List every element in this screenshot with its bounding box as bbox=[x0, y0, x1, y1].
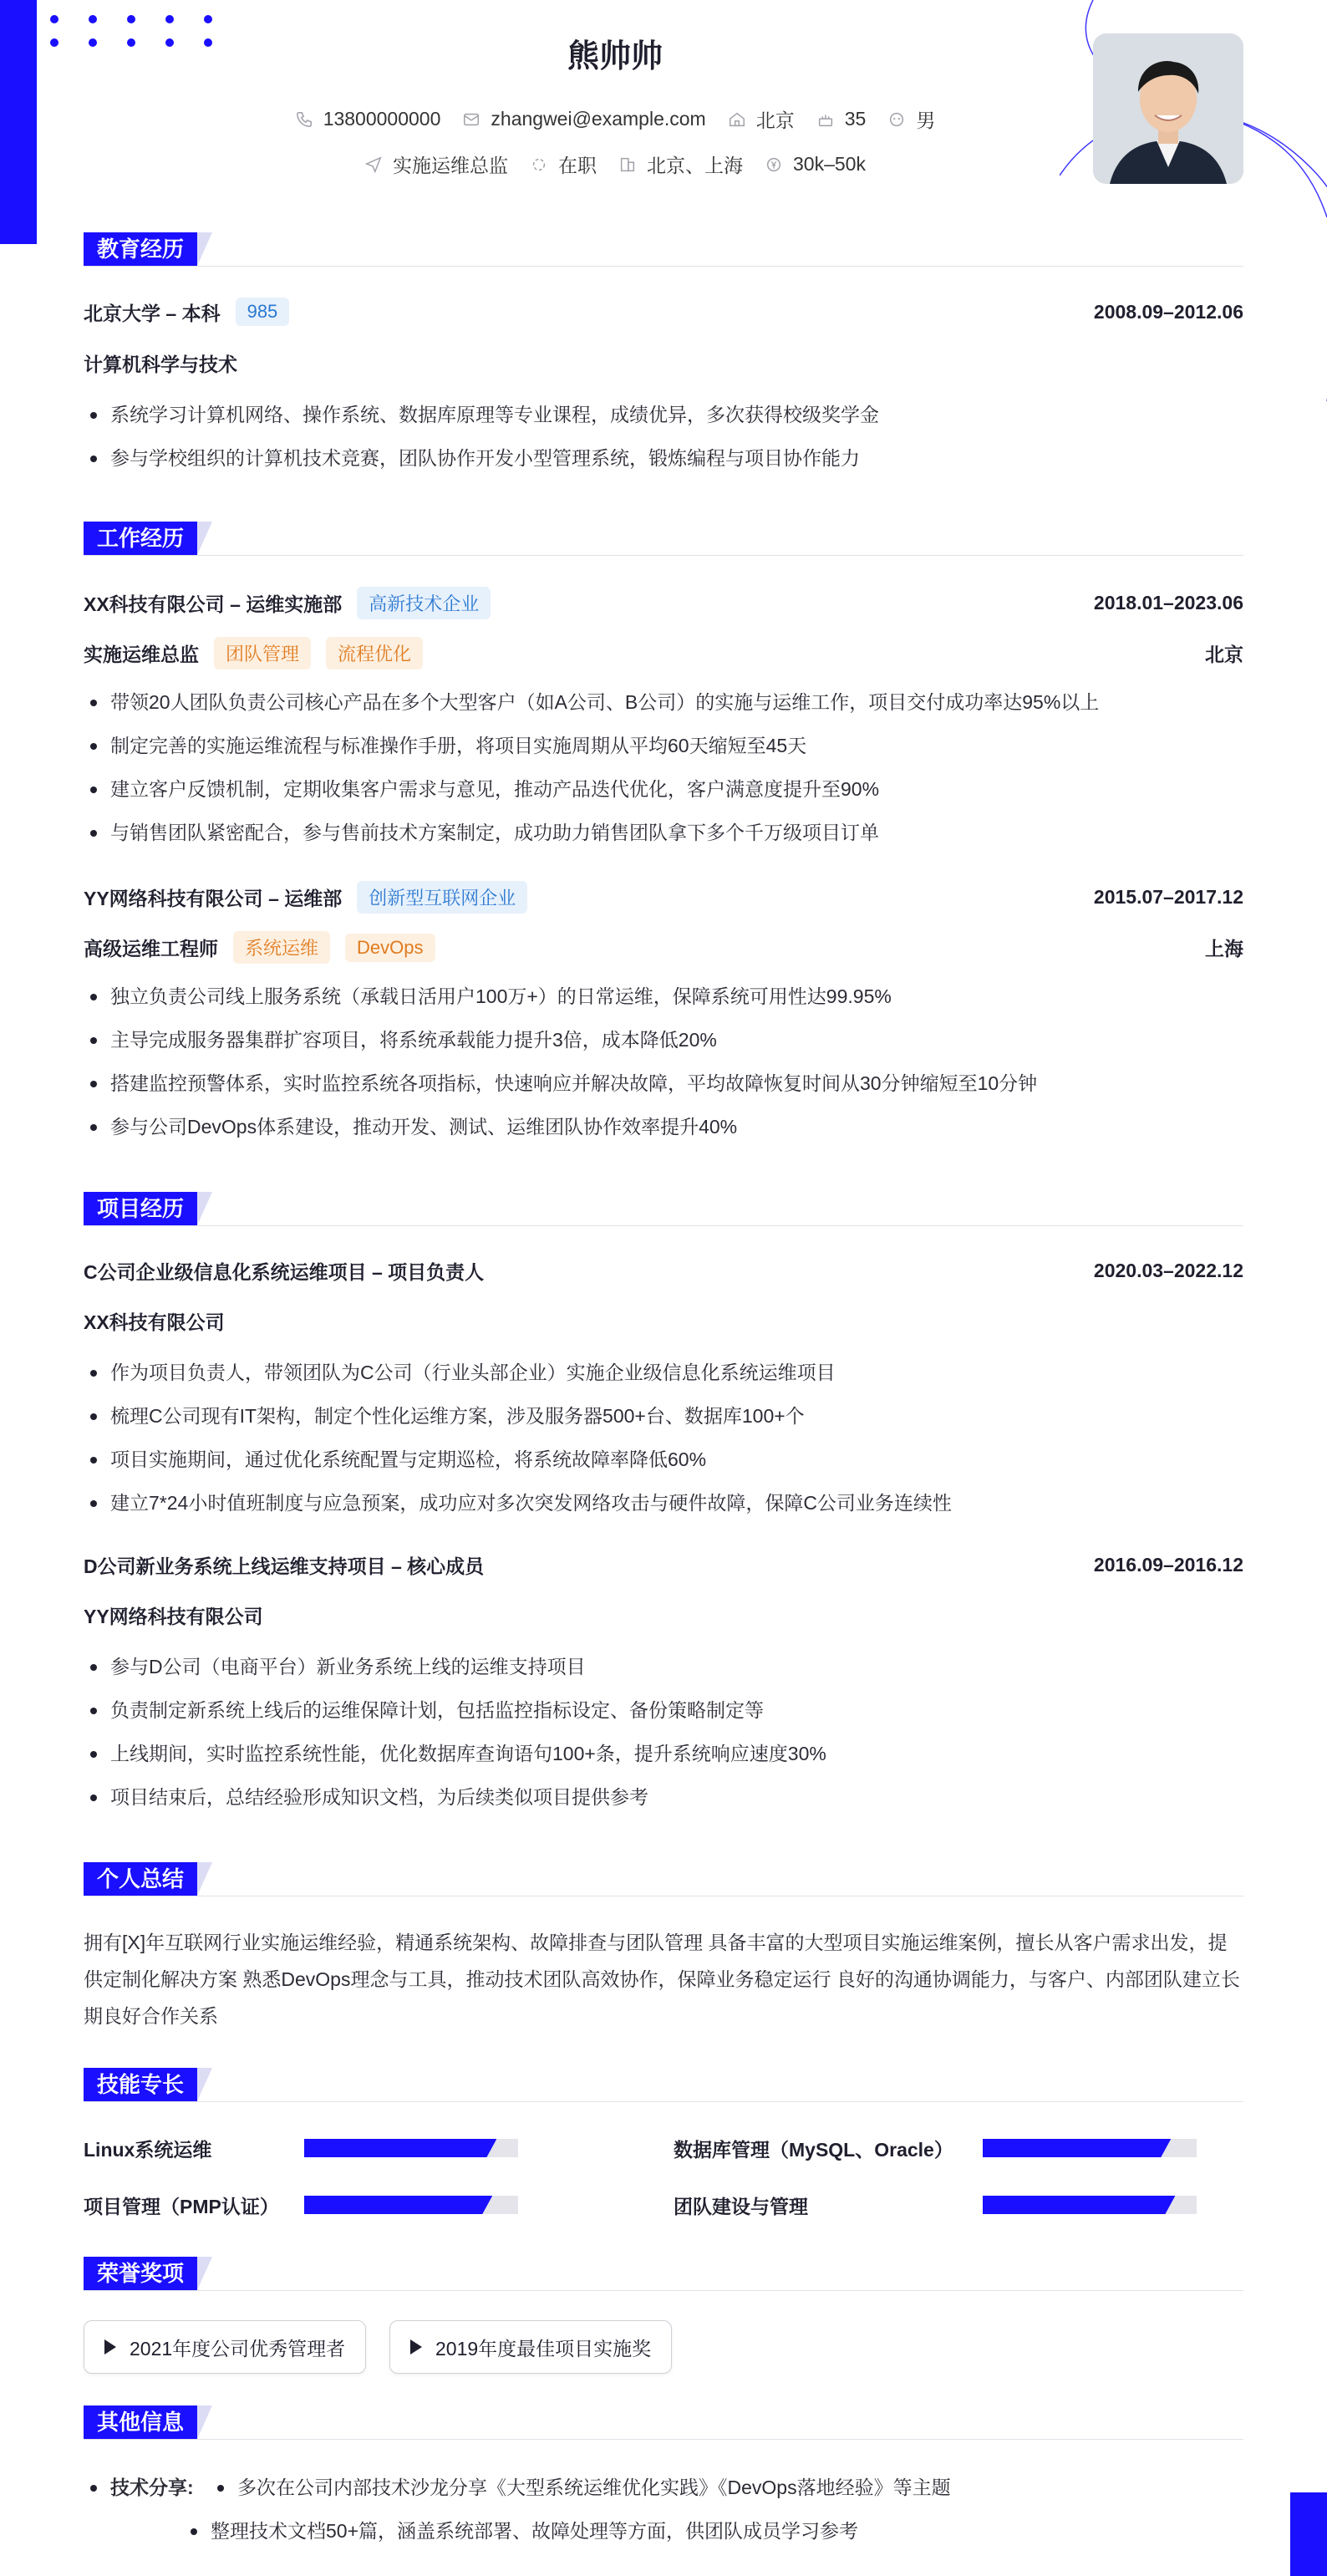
skill-bar-fill bbox=[304, 2139, 496, 2157]
avatar-portrait bbox=[1093, 33, 1243, 184]
section-title-projects: 项目经历 bbox=[84, 1192, 212, 1225]
company-name: YY网络科技有限公司 – 运维部 bbox=[84, 888, 343, 909]
gender-info bbox=[887, 105, 935, 133]
section-title-skills: 技能专长 bbox=[84, 2068, 212, 2101]
role-tag: 团队管理 bbox=[214, 637, 311, 669]
other-items-2 bbox=[184, 2509, 1243, 2553]
skill-bar-fill bbox=[304, 2196, 492, 2214]
section-title-other: 其他信息 bbox=[84, 2405, 212, 2439]
location-text: 北京 bbox=[755, 109, 795, 131]
gender-icon bbox=[887, 110, 906, 129]
position-info bbox=[364, 150, 508, 178]
role-tag: 流程优化 bbox=[326, 637, 423, 669]
job-intent-row bbox=[0, 150, 1230, 178]
list-item: 系统学习计算机网络、操作系统、数据库原理等专业课程，成绩优异，多次获得校级奖学金 bbox=[84, 393, 1243, 436]
other-label-list bbox=[84, 2466, 226, 2509]
work-date: 2015.07–2017.12 bbox=[1093, 886, 1243, 908]
project-2-org bbox=[84, 1601, 1243, 1629]
skill-bar bbox=[304, 2139, 518, 2157]
play-icon bbox=[104, 2339, 116, 2355]
cities-info bbox=[618, 150, 743, 178]
gender-text: 男 bbox=[916, 109, 936, 131]
other-items bbox=[211, 2466, 1243, 2509]
project-org: XX科技有限公司 bbox=[84, 1311, 225, 1333]
project-1-header bbox=[84, 1257, 1243, 1285]
project-title: D公司新业务系统上线运维支持项目 – 核心成员 bbox=[84, 1555, 485, 1577]
skill-bar-fill bbox=[983, 2196, 1175, 2214]
skill-item bbox=[674, 2135, 1208, 2161]
role-title: 高级运维工程师 bbox=[84, 938, 218, 960]
candidate-name: 熊帅帅 bbox=[567, 39, 663, 74]
section-divider bbox=[84, 1225, 1243, 1226]
age-icon bbox=[816, 110, 835, 129]
money-icon bbox=[765, 155, 783, 174]
avatar bbox=[1093, 33, 1243, 184]
skill-item bbox=[84, 2135, 535, 2161]
work-1-role bbox=[84, 637, 1243, 669]
list-item: 带领20人团队负责公司核心产品在多个大型客户（如A公司、B公司）的实施与运维工作，项目交付成功率达95%以上 bbox=[84, 680, 1243, 724]
work-1-bullets bbox=[84, 680, 1243, 854]
list-item: 负责制定新系统上线后的运维保障计划，包括监控指标设定、备份策略制定等 bbox=[84, 1688, 1243, 1732]
summary-text: 拥有[X]年互联网行业实施运维经验，精通系统架构、故障排查与团队管理 具备丰富的大型项目实施运维案例，擅长从客户需求出发，提供定制化解决方案 熟悉DevOps理念与工具，推动技术团队高效协作，保障业务稳定运行 良好的沟通协调能力，与客户、内部团队建立长期良好合作关系 bbox=[84, 1932, 1240, 2027]
work-1-header bbox=[84, 587, 1243, 619]
list-item: 参与学校组织的计算机技术竞赛，团队协作开发小型管理系统，锻炼编程与项目协作能力 bbox=[84, 436, 1243, 480]
work-city: 上海 bbox=[1205, 938, 1243, 960]
list-item: 制定完善的实施运维流程与标准操作手册，将项目实施周期从平均60天缩短至45天 bbox=[84, 724, 1243, 767]
project-1-bullets bbox=[84, 1351, 1243, 1525]
skill-name: 数据库管理（MySQL、Oracle） bbox=[674, 2138, 953, 2161]
role-tag: 系统运维 bbox=[233, 931, 330, 964]
project-date: 2020.03–2022.12 bbox=[1093, 1260, 1243, 1281]
status-icon bbox=[530, 155, 548, 174]
project-2-header bbox=[84, 1551, 1243, 1579]
location-info bbox=[728, 105, 795, 133]
send-icon bbox=[364, 155, 383, 174]
list-item: 主导完成服务器集群扩容项目，将系统承载能力提升3倍，成本降低20% bbox=[84, 1018, 1243, 1061]
skill-bar bbox=[304, 2196, 518, 2214]
email-text: zhangwei@example.com bbox=[491, 108, 706, 130]
salary-info bbox=[765, 150, 866, 178]
school-tag: 985 bbox=[236, 298, 290, 326]
list-item: 建立客户反馈机制，定期收集客户需求与意见，推动产品迭代优化，客户满意度提升至90% bbox=[84, 767, 1243, 811]
phone-info bbox=[295, 105, 441, 133]
school-name: 北京大学 – 本科 bbox=[84, 302, 221, 324]
section-divider bbox=[84, 2101, 1243, 2102]
decorative-bar-bottom bbox=[1290, 2492, 1327, 2576]
role-title: 实施运维总监 bbox=[84, 644, 199, 665]
list-item: 多次在公司内部技术沙龙分享《大型系统运维优化实践》《DevOps落地经验》等主题 bbox=[211, 2466, 1243, 2509]
section-title-summary: 个人总结 bbox=[84, 1862, 212, 1896]
play-icon bbox=[410, 2339, 422, 2355]
position-text: 实施运维总监 bbox=[393, 155, 509, 176]
list-item: 搭建监控预警体系，实时监控系统各项指标，快速响应并解决故障，平均故障恢复时间从30分钟缩短至10分钟 bbox=[84, 1061, 1243, 1105]
status-text: 在职 bbox=[558, 155, 597, 176]
project-org: YY网络科技有限公司 bbox=[84, 1606, 263, 1627]
other-label: 技术分享: bbox=[84, 2466, 226, 2509]
skill-bar bbox=[983, 2139, 1197, 2157]
phone-icon bbox=[295, 110, 313, 129]
company-tag: 高新技术企业 bbox=[357, 587, 491, 619]
email-info bbox=[462, 105, 705, 133]
skill-name: 项目管理（PMP认证） bbox=[84, 2195, 279, 2217]
cities-text: 北京、上海 bbox=[647, 155, 744, 176]
list-item: 参与公司DevOps体系建设，推动开发、测试、运维团队协作效率提升40% bbox=[84, 1105, 1243, 1148]
building-icon bbox=[618, 155, 637, 174]
major-row bbox=[84, 349, 1243, 377]
section-divider bbox=[84, 2439, 1243, 2440]
skill-name: 团队建设与管理 bbox=[674, 2195, 808, 2217]
list-item: 项目实施期间，通过优化系统配置与定期巡检，将系统故障率降低60% bbox=[84, 1438, 1243, 1481]
section-title-awards: 荣誉奖项 bbox=[84, 2257, 212, 2290]
list-item: 独立负责公司线上服务系统（承载日活用户100万+）的日常运维，保障系统可用性达99.95% bbox=[84, 975, 1243, 1018]
skill-name: Linux系统运维 bbox=[84, 2138, 212, 2161]
award-card bbox=[389, 2320, 672, 2374]
mail-icon bbox=[462, 110, 480, 129]
status-info bbox=[530, 150, 597, 178]
project-title: C公司企业级信息化系统运维项目 – 项目负责人 bbox=[84, 1261, 485, 1283]
list-item: 参与D公司（电商平台）新业务系统上线的运维支持项目 bbox=[84, 1645, 1243, 1688]
skill-bar-fill bbox=[983, 2139, 1171, 2157]
work-2-bullets bbox=[84, 975, 1243, 1148]
award-text: 2021年度公司优秀管理者 bbox=[130, 2337, 346, 2360]
award-card bbox=[84, 2320, 366, 2374]
section-title-work: 工作经历 bbox=[84, 522, 212, 555]
work-2-role bbox=[84, 931, 1243, 964]
list-item: 整理技术文档50+篇，涵盖系统部署、故障处理等方面，供团队成员学习参考 bbox=[184, 2509, 1243, 2553]
contact-row bbox=[0, 105, 1230, 133]
home-icon bbox=[728, 110, 746, 129]
list-item: 作为项目负责人，带领团队为C公司（行业头部企业）实施企业级信息化系统运维项目 bbox=[84, 1351, 1243, 1394]
role-tag: DevOps bbox=[345, 934, 435, 962]
work-2-header bbox=[84, 881, 1243, 914]
company-tag: 创新型互联网企业 bbox=[357, 881, 527, 914]
project-2-bullets bbox=[84, 1645, 1243, 1819]
work-date: 2018.01–2023.06 bbox=[1093, 592, 1243, 613]
major: 计算机科学与技术 bbox=[84, 354, 237, 375]
list-item: 与销售团队紧密配合，参与售前技术方案制定，成功助力销售团队拿下多个千万级项目订单 bbox=[84, 811, 1243, 854]
project-date: 2016.09–2016.12 bbox=[1093, 1554, 1243, 1576]
company-name: XX科技有限公司 – 运维实施部 bbox=[84, 593, 343, 615]
skill-item bbox=[674, 2192, 1208, 2218]
education-header bbox=[84, 298, 1243, 326]
work-city: 北京 bbox=[1205, 644, 1243, 665]
phone-text: 13800000000 bbox=[323, 108, 441, 130]
section-title-education: 教育经历 bbox=[84, 232, 212, 266]
list-item: 上线期间，实时监控系统性能，优化数据库查询语句100+条，提升系统响应速度30% bbox=[84, 1732, 1243, 1775]
skill-bar bbox=[983, 2196, 1197, 2214]
skill-item bbox=[84, 2192, 535, 2218]
age-text: 35 bbox=[844, 108, 867, 130]
section-divider bbox=[84, 266, 1243, 267]
list-item: 项目结束后，总结经验形成知识文档，为后续类似项目提供参考 bbox=[84, 1775, 1243, 1819]
project-1-org bbox=[84, 1307, 1243, 1335]
list-item: 建立7*24小时值班制度与应急预案，成功应对多次突发网络攻击与硬件故障，保障C公司业务连续性 bbox=[84, 1481, 1243, 1525]
list-item: 梳理C公司现有IT架构，制定个性化运维方案，涉及服务器500+台、数据库100+个 bbox=[84, 1394, 1243, 1438]
education-bullets bbox=[84, 393, 1243, 480]
age-info bbox=[816, 105, 867, 133]
award-text: 2019年度最佳项目实施奖 bbox=[435, 2337, 652, 2360]
section-divider bbox=[84, 555, 1243, 556]
section-divider bbox=[84, 2290, 1243, 2291]
education-date: 2008.09–2012.06 bbox=[1093, 300, 1243, 323]
salary-text: 30k–50k bbox=[793, 153, 866, 175]
